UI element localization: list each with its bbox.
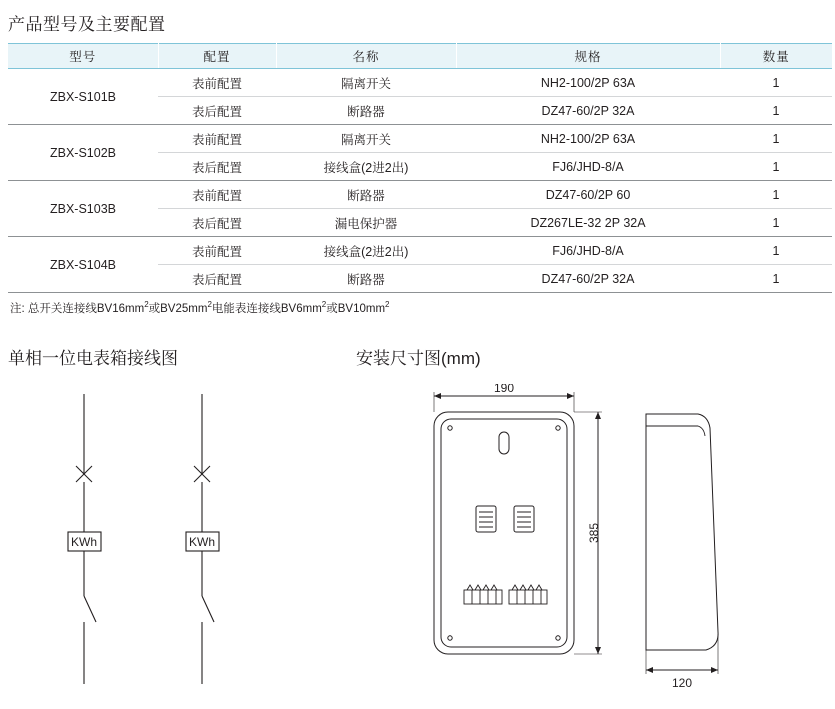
column-header-model: 型号 <box>8 44 158 69</box>
cell-name: 接线盒(2进2出) <box>276 237 456 265</box>
cell-name: 漏电保护器 <box>276 209 456 237</box>
dimension-depth-label: 120 <box>671 676 693 690</box>
cell-config: 表前配置 <box>158 181 276 209</box>
cell-qty: 1 <box>720 125 832 153</box>
dimension-diagram-title: 安装尺寸图(mm) <box>356 349 481 368</box>
table-footnote <box>10 300 829 316</box>
cell-config: 表前配置 <box>158 237 276 265</box>
column-header-spec: 规格 <box>456 44 720 69</box>
cell-name: 断路器 <box>276 97 456 125</box>
cell-name: 断路器 <box>276 265 456 293</box>
cell-name: 隔离开关 <box>276 69 456 97</box>
cell-model: ZBX-S102B <box>8 125 158 181</box>
cell-model: ZBX-S101B <box>8 69 158 125</box>
table-row <box>8 237 832 265</box>
cell-spec: NH2-100/2P 63A <box>456 69 720 97</box>
cell-qty: 1 <box>720 153 832 181</box>
table-row <box>8 181 832 209</box>
cell-qty: 1 <box>720 237 832 265</box>
cell-qty: 1 <box>720 181 832 209</box>
cell-name: 断路器 <box>276 181 456 209</box>
cell-name: 隔离开关 <box>276 125 456 153</box>
specification-table <box>8 43 832 293</box>
cell-config: 表前配置 <box>158 125 276 153</box>
note-sup-2: 2 <box>207 300 212 310</box>
cell-config: 表后配置 <box>158 265 276 293</box>
cell-qty: 1 <box>720 265 832 293</box>
cell-config: 表前配置 <box>158 69 276 97</box>
cell-config: 表后配置 <box>158 209 276 237</box>
column-header-config: 配置 <box>158 44 276 69</box>
column-header-name: 名称 <box>276 44 456 69</box>
diagram-zone <box>6 384 829 704</box>
note-mid-1: 或BV25mm <box>148 303 208 315</box>
cell-spec: DZ47-60/2P 32A <box>456 97 720 125</box>
dimension-diagram <box>346 384 835 704</box>
cell-spec: DZ267LE-32 2P 32A <box>456 209 720 237</box>
cell-model: ZBX-S104B <box>8 237 158 293</box>
dimension-width-label: 190 <box>493 384 515 395</box>
meter-label-left: KWh <box>70 535 98 549</box>
cell-model: ZBX-S103B <box>8 181 158 237</box>
cell-config: 表后配置 <box>158 153 276 181</box>
cell-spec: DZ47-60/2P 60 <box>456 181 720 209</box>
note-sup-1: 2 <box>144 300 149 310</box>
note-mid-2: 电能表连接线BV6mm <box>211 303 322 315</box>
cell-spec: NH2-100/2P 63A <box>456 125 720 153</box>
wiring-diagram-title: 单相一位电表箱接线图 <box>8 349 178 368</box>
lower-headings <box>6 344 829 374</box>
cell-qty: 1 <box>720 69 832 97</box>
page-title: 产品型号及主要配置 <box>8 15 166 34</box>
cell-spec: FJ6/JHD-8/A <box>456 153 720 181</box>
cell-spec: DZ47-60/2P 32A <box>456 265 720 293</box>
table-row <box>8 125 832 153</box>
note-sup-3: 2 <box>321 300 327 310</box>
meter-label-right: KWh <box>188 535 216 549</box>
note-mid-3: 或BV10mm <box>326 303 386 315</box>
table-row <box>8 69 832 97</box>
column-header-qty: 数量 <box>720 44 832 69</box>
wiring-diagram <box>6 384 346 704</box>
cell-qty: 1 <box>720 209 832 237</box>
cell-spec: FJ6/JHD-8/A <box>456 237 720 265</box>
note-prefix: 注: 总开关连接线BV16mm <box>10 303 145 315</box>
note-sup-4: 2 <box>385 300 390 310</box>
cell-config: 表后配置 <box>158 97 276 125</box>
cell-qty: 1 <box>720 97 832 125</box>
dimension-height-label: 385 <box>587 522 601 544</box>
table-header-row <box>8 44 832 69</box>
cell-name: 接线盒(2进2出) <box>276 153 456 181</box>
